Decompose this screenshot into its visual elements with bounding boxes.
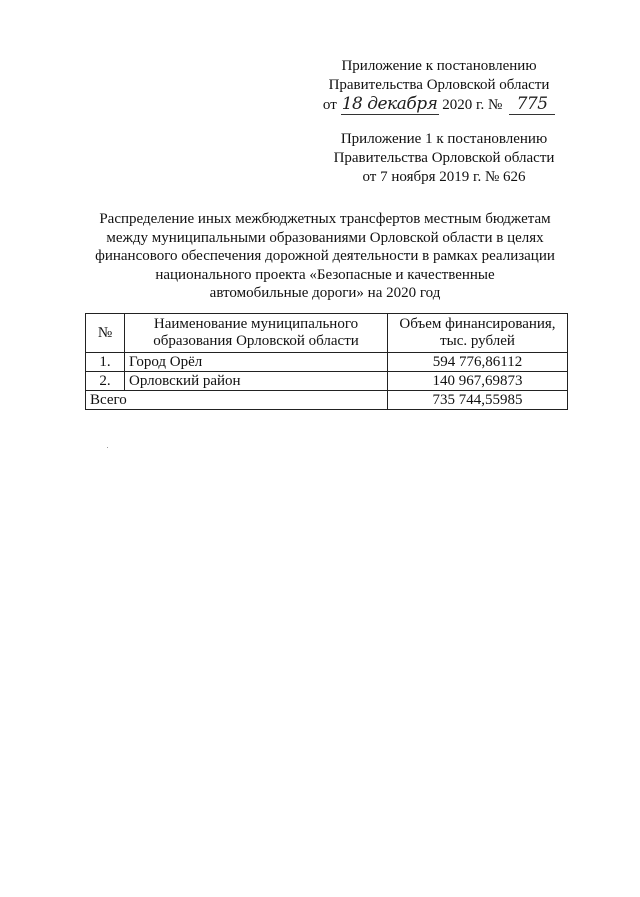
appendix-line-1: Приложение к постановлению — [341, 58, 537, 74]
header-amount-line-2: тыс. рублей — [440, 333, 515, 349]
title-line: автомобильные дороги» на 2020 год — [209, 285, 441, 301]
appendix-prior-header — [318, 130, 570, 187]
row-amount: 594 776,86112 — [388, 353, 568, 372]
appendix-prior-line-2: Правительства Орловской области — [333, 150, 555, 166]
title-line: между муниципальными образованиями Орловской области в целях — [106, 229, 544, 246]
appendix-header — [310, 57, 568, 115]
title-line: финансового обеспечения дорожной деятельности в рамках реализации — [95, 248, 555, 264]
scan-speck — [107, 447, 108, 448]
title-line: национального проекта «Безопасные и качественные — [155, 266, 495, 283]
appendix-prior-line-3: от 7 ноября 2019 г. № 626 — [362, 169, 526, 185]
header-number: № — [86, 314, 125, 353]
appendix-line-2: Правительства Орловской области — [328, 77, 550, 93]
year-text: 2020 г. № — [442, 97, 503, 113]
header-amount — [388, 314, 568, 353]
header-municipality-line-1: Наименование муниципального — [153, 316, 359, 332]
table-header-row — [86, 314, 568, 353]
distribution-table — [85, 313, 568, 410]
date-prefix: от — [322, 97, 337, 113]
title-line: Распределение иных межбюджетных трансфертов местным бюджетам — [99, 211, 551, 227]
header-municipality-line-2: образования Орловской области — [153, 333, 359, 349]
table-row — [86, 372, 568, 391]
handwritten-number: 775 — [509, 95, 555, 115]
total-label: Всего — [86, 391, 388, 410]
table-total-row — [86, 391, 568, 410]
row-municipality: Орловский район — [125, 372, 388, 391]
row-number: 2. — [86, 372, 125, 391]
row-municipality: Город Орёл — [125, 353, 388, 372]
row-number: 1. — [86, 353, 125, 372]
appendix-prior-line-1: Приложение 1 к постановлению — [340, 131, 548, 147]
total-amount: 735 744,55985 — [388, 391, 568, 410]
document-title — [82, 210, 568, 303]
row-amount: 140 967,69873 — [388, 372, 568, 391]
header-amount-line-1: Объем финансирования, — [399, 316, 556, 332]
handwritten-date: 18 декабря — [341, 94, 438, 114]
header-municipality — [125, 314, 388, 353]
appendix-date-line — [310, 95, 568, 115]
table-row — [86, 353, 568, 372]
